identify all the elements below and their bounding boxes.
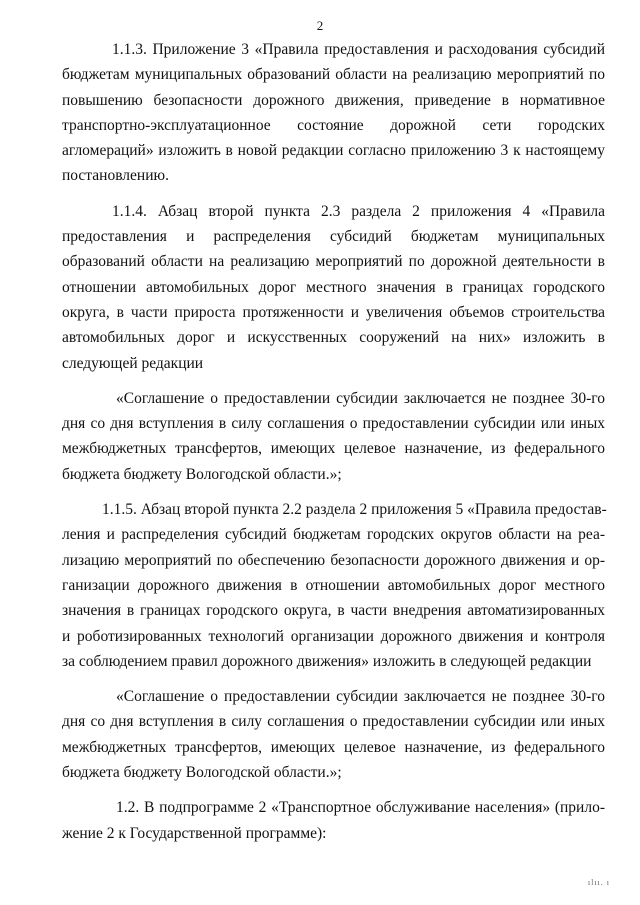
paragraph-1-2 [62, 795, 605, 846]
text-line: значения в границах городского округа, в части внедрения автоматизированных [62, 602, 605, 620]
text-line: повышению безопасности дорожного движения, приведение в нормативное [62, 91, 605, 109]
text-line: автомобильных дорог и искусственных сооружений на них» изложить в [62, 329, 605, 347]
text-line: «Соглашение о предоставлении субсидии заключается не позднее 30-го [116, 389, 605, 407]
text-line: транспортно-эксплуатационное состояние дорожной сети городских [62, 116, 605, 134]
page-number: 2 [316, 18, 324, 33]
quote-1-1-4 [62, 386, 605, 487]
text-line: 1.1.5. Абзац второй пункта 2.2 раздела 2 приложения 5 «Правила предостав- [102, 501, 607, 519]
paragraph-1-1-4 [62, 199, 605, 376]
text-line: и роботизированных технологий организации дорожного движения и контроля [62, 627, 605, 645]
paragraph-1-1-5 [62, 497, 605, 674]
text-line: образований области на реализацию мероприятий по дорожной деятельности в [62, 253, 605, 271]
text-line: постановлению. [62, 167, 169, 185]
text-line: лизацию мероприятий по обеспечению безопасности дорожного движения и ор- [62, 551, 605, 569]
text-line: агломераций» изложить в новой редакции согласно приложению 3 к настоящему [62, 142, 605, 160]
text-line: предоставления и распределения субсидий бюджетам муниципальных [62, 228, 605, 246]
footer-mark: ılıı. ı [587, 878, 610, 887]
text-line: бюджета бюджету Вологодской области.»; [62, 465, 342, 483]
document-body [62, 37, 605, 846]
text-line: следующей редакции [62, 354, 204, 372]
text-line: бюджетам муниципальных образований области на реализацию мероприятий по [62, 66, 605, 84]
text-line: за соблюдением правил дорожного движения» изложить в следующей редакции [62, 652, 592, 670]
text-line: межбюджетных трансфертов, имеющих целевое назначение, из федерального [62, 440, 605, 458]
text-line: ления и распределения субсидий бюджетам городских округов области на реа- [62, 526, 605, 544]
text-line: жение 2 к Государственной программе): [62, 824, 327, 842]
text-line: 1.2. В подпрограмме 2 «Транспортное обслуживание населения» (прило- [116, 799, 605, 817]
text-line: округа, в части прироста протяженности и увеличения объемов строительства [62, 303, 605, 321]
quote-1-1-5 [62, 684, 605, 785]
text-line: 1.1.3. Приложение 3 «Правила предоставления и расходования субсидий [112, 41, 605, 58]
text-line: межбюджетных трансфертов, имеющих целевое назначение, из федерального [62, 738, 605, 756]
paragraph-1-1-3 [62, 37, 605, 189]
text-line: дня со дня вступления в силу соглашения о предоставлении субсидии или иных [62, 713, 605, 731]
text-line: ганизации дорожного движения в отношении автомобильных дорог местного [62, 576, 605, 594]
text-line: дня со дня вступления в силу соглашения о предоставлении субсидии или иных [62, 415, 605, 433]
text-line: бюджета бюджету Вологодской области.»; [62, 764, 342, 782]
text-line: отношении автомобильных дорог местного значения в границах городского [62, 278, 605, 296]
text-line: 1.1.4. Абзац второй пункта 2.3 раздела 2 приложения 4 «Правила [112, 202, 605, 220]
text-line: «Соглашение о предоставлении субсидии заключается не позднее 30-го [116, 688, 605, 706]
